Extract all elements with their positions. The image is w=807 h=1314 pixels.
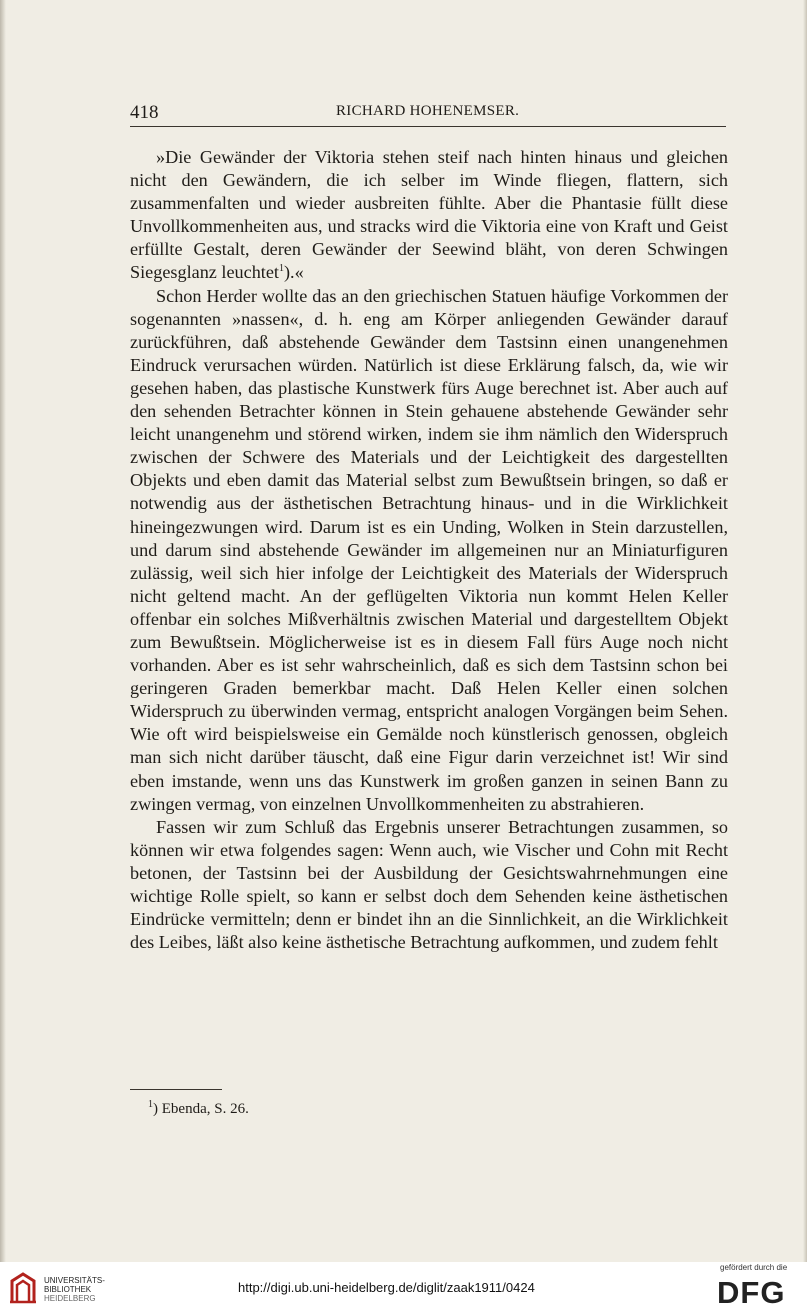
page-edge-right: [803, 0, 807, 1262]
header-rule: [130, 126, 726, 127]
footnote-reference[interactable]: 1: [278, 263, 284, 275]
paragraph: Fassen wir zum Schluß das Ergebnis unserer Betrachtungen zusammen, so können wir etwa folgendes sagen: Wenn auch, wie Vischer und Cohn mit Recht betonen, der Tastsinn bei der Ausbildung der Gesichtswahrnehmungen eine wichtige Rolle spielt, so kann er selbst doch dem Sehenden keine ästhetischen Eindrücke vermitteln; denn er bindet ihn an die Sinnlichkeit, an die Wirklichkeit des Leibes, läßt also keine ästhetische Betrachtung aufkommen, und zudem fehlt: [130, 816, 728, 953]
page-edge-left: [0, 0, 6, 1262]
library-name-line: HEIDELBERG: [44, 1294, 96, 1303]
page-number: 418: [130, 102, 159, 123]
university-library-logo-icon: [8, 1271, 38, 1305]
paragraph-text: »Die Gewänder der Viktoria stehen steif nach hinten hinaus und gleichen nicht den Gewändern, die ich selber im Winde fliegen, flattern, sich zusammenfalten und wieder ausbreiten fühlte. Aber die Phantasie füllt diese Unvollkommenheiten aus, und stracks wird die Viktoria eine von Kraft und Geist erfüllte Gestalt, deren Gewänder der Seewind bläht, von deren Schwingen Siegesglanz leuchtet: [130, 147, 728, 283]
dfg-logo: DFG: [717, 1275, 786, 1310]
running-head: [130, 100, 726, 126]
footer-bar: [0, 1262, 807, 1314]
footnote-text: ) Ebenda, S. 26.: [153, 1101, 249, 1117]
running-title: RICHARD HOHENEMSER.: [336, 103, 520, 119]
permalink-url[interactable]: http://digi.ub.uni-heidelberg.de/diglit/zaak1911/0424: [238, 1280, 535, 1295]
body-text: [130, 146, 728, 954]
footnote-marker: 1: [148, 1099, 153, 1110]
footnote-rule: [130, 1089, 222, 1090]
library-name-line: BIBLIOTHEK: [44, 1285, 92, 1294]
quote-close: ).«: [283, 262, 304, 283]
footnote: [148, 1101, 249, 1118]
paragraph-quote: [130, 146, 728, 285]
library-name-line: UNIVERSITÄTS-: [44, 1276, 105, 1285]
funding-caption: gefördert durch die: [720, 1263, 788, 1272]
paragraph: Schon Herder wollte das an den griechischen Statuen häufige Vorkommen der sogenannten »nassen«, d. h. eng am Körper anliegenden Gewänder darauf zurückführen, daß abstehende Gewänder dem Tastsinn einen unangenehmen Eindruck verursachen würden. Natürlich ist diese Erklärung falsch, da, wie wir gesehen haben, das plastische Kunstwerk fürs Auge berechnet ist. Aber auch auf den sehenden Betrachter können in Stein gehauene abstehende Gewänder sehr leicht unangenehm und störend wirken, indem sie ihm nämlich den Widerspruch zwischen der Schwere des Materials und der Leichtigkeit des dargestellten Objekts und eben damit das Material selbst zum Bewußtsein bringen, so daß er notwendig aus der ästhetischen Betrachtung hinaus- und in die Wirklichkeit hineingezwungen wird. Darum ist es ein Unding, Wolken in Stein darzustellen, und darum sind abstehende Gewänder im allgemeinen nur an Miniaturfiguren zulässig, weil sich hier infolge der Leichtigkeit des Materials der Widerspruch nicht geltend macht. An der geflügelten Viktoria nun kommt Helen Keller offenbar ein solches Mißverhältnis zwischen Material und dargestelltem Objekt zum Bewußtsein. Möglicherweise ist es in diesem Fall fürs Auge noch nicht vorhanden. Aber es ist sehr wahrscheinlich, daß es sich dem Tastsinn schon bei geringeren Graden bemerkbar macht. Daß Helen Keller einen solchen Widerspruch zu überwinden vermag, entspricht analogen Vorgängen beim Sehen. Wie oft wird beispielsweise ein Gemälde noch künstlerisch genossen, obgleich man sich nicht darüber täuscht, daß eine Figur darin verzeichnet ist! Wir sind eben imstande, wenn uns das Kunstwerk im großen ganzen in seinen Bann zu zwingen vermag, von einzelnen Unvollkommenheiten zu abstrahieren.: [130, 285, 728, 814]
library-name: [44, 1276, 105, 1303]
